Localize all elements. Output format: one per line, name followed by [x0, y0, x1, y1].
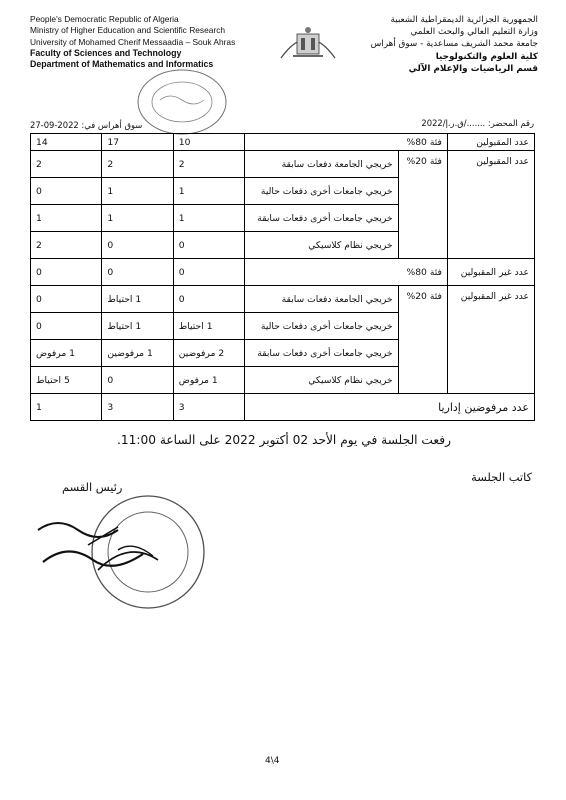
- page-number: 4\4: [265, 756, 280, 766]
- table-cell: 1 مرفوض: [173, 367, 244, 394]
- header-line: جامعة محمد الشريف مساعدية - سوق أهراس: [370, 39, 538, 50]
- table-cell: 1 احتياط: [102, 286, 173, 313]
- table-cell: 0: [173, 232, 244, 259]
- secretary-label: كاتب الجلسة: [471, 470, 532, 484]
- category-name: خريجي نظام كلاسيكي: [245, 367, 399, 394]
- official-stamp-icon: [28, 490, 218, 620]
- table-cell: 14: [31, 134, 102, 151]
- header-line-bold: Faculty of Sciences and Technology: [30, 47, 182, 58]
- department-stamp-icon: [130, 66, 230, 138]
- table-row: [31, 394, 535, 421]
- header-line-bold: Department of Mathematics and Informatics: [30, 59, 214, 70]
- rejected-label: عدد غير المقبولين: [447, 286, 534, 394]
- table-cell: 0: [31, 178, 102, 205]
- table-cell: 0: [31, 313, 102, 340]
- category-name: خريجي الجامعة دفعات سابقة: [245, 286, 399, 313]
- category-20: فئة 20%: [398, 151, 447, 259]
- table-cell: 1 مرفوض: [31, 340, 102, 367]
- table-row: [31, 134, 535, 151]
- table-row: [31, 286, 535, 313]
- table-cell: 1: [102, 205, 173, 232]
- table-cell: 1 احتياط: [173, 313, 244, 340]
- table-cell: 0: [102, 367, 173, 394]
- table-cell: 1: [173, 178, 244, 205]
- table-cell: 3: [102, 394, 173, 421]
- header-line: Ministry of Higher Education and Scientific Research: [30, 25, 226, 36]
- header-line-bold: كلية العلوم والتكنولوجيا: [435, 51, 538, 62]
- record-number: رقم المحضر: ......./ق.ر.إ/2022: [421, 118, 534, 128]
- accepted-label: عدد المقبولين: [447, 151, 534, 259]
- category-name: خريجي نظام كلاسيكي: [245, 232, 399, 259]
- category-80: فئة 80%: [245, 259, 448, 286]
- category-name: خريجي جامعات أخرى دفعات حالية: [245, 313, 399, 340]
- table-cell: 0: [173, 259, 244, 286]
- table-cell: 0: [173, 286, 244, 313]
- category-name: خريجي جامعات أخرى دفعات حالية: [245, 178, 399, 205]
- table-cell: 0: [31, 259, 102, 286]
- header-line: People's Democratic Republic of Algeria: [30, 14, 179, 24]
- table-cell: 3: [173, 394, 244, 421]
- header-line: University of Mohamed Cherif Messaadia – Souk Ahras: [30, 36, 236, 47]
- document-date: سوق أهراس في: 2022-09-27: [30, 120, 143, 130]
- category-name: خريجي جامعات أخرى دفعات سابقة: [245, 340, 399, 367]
- table-cell: 17: [102, 134, 173, 151]
- header-english: [30, 14, 245, 70]
- table-cell: 1: [102, 178, 173, 205]
- table-cell: 5 احتياط: [31, 367, 102, 394]
- category-name: خريجي جامعات أخرى دفعات سابقة: [245, 205, 399, 232]
- table-cell: 1: [173, 205, 244, 232]
- results-table: [30, 133, 535, 421]
- closing-statement: رفعت الجلسة في يوم الأحد 02 أكتوبر 2022 على الساعة 11:00.: [117, 433, 451, 447]
- table-cell: 1: [31, 205, 102, 232]
- table-cell: 0: [102, 232, 173, 259]
- category-80: فئة 80%: [245, 134, 448, 151]
- table-cell: 2: [173, 151, 244, 178]
- table-cell: 2: [31, 151, 102, 178]
- rejected-label: عدد غير المقبولين: [447, 259, 534, 286]
- header-line: الجمهورية الجزائرية الديمقراطية الشعبية: [390, 15, 538, 25]
- admin-rejected-label: عدد مرفوضين إداريا: [245, 394, 535, 421]
- table-cell: 2: [102, 151, 173, 178]
- accepted-label: عدد المقبولين: [447, 134, 534, 151]
- table-cell: 0: [102, 259, 173, 286]
- category-20: فئة 20%: [398, 286, 447, 394]
- header-line-bold: قسم الرياضيات والإعلام الآلي: [408, 63, 538, 74]
- table-cell: 2 مرفوضين: [173, 340, 244, 367]
- table-cell: 1: [31, 394, 102, 421]
- table-row: [31, 151, 535, 178]
- department-head-label: رئيس القسم: [62, 480, 123, 494]
- header-arabic: [288, 14, 538, 75]
- table-cell: 1 احتياط: [102, 313, 173, 340]
- table-cell: 0: [31, 286, 102, 313]
- table-cell: 1 مرفوضين: [102, 340, 173, 367]
- table-cell: 10: [173, 134, 244, 151]
- table-row: [31, 259, 535, 286]
- header-line: وزارة التعليم العالي والبحث العلمي: [410, 27, 538, 38]
- table-cell: 2: [31, 232, 102, 259]
- category-name: خريجي الجامعة دفعات سابقة: [245, 151, 399, 178]
